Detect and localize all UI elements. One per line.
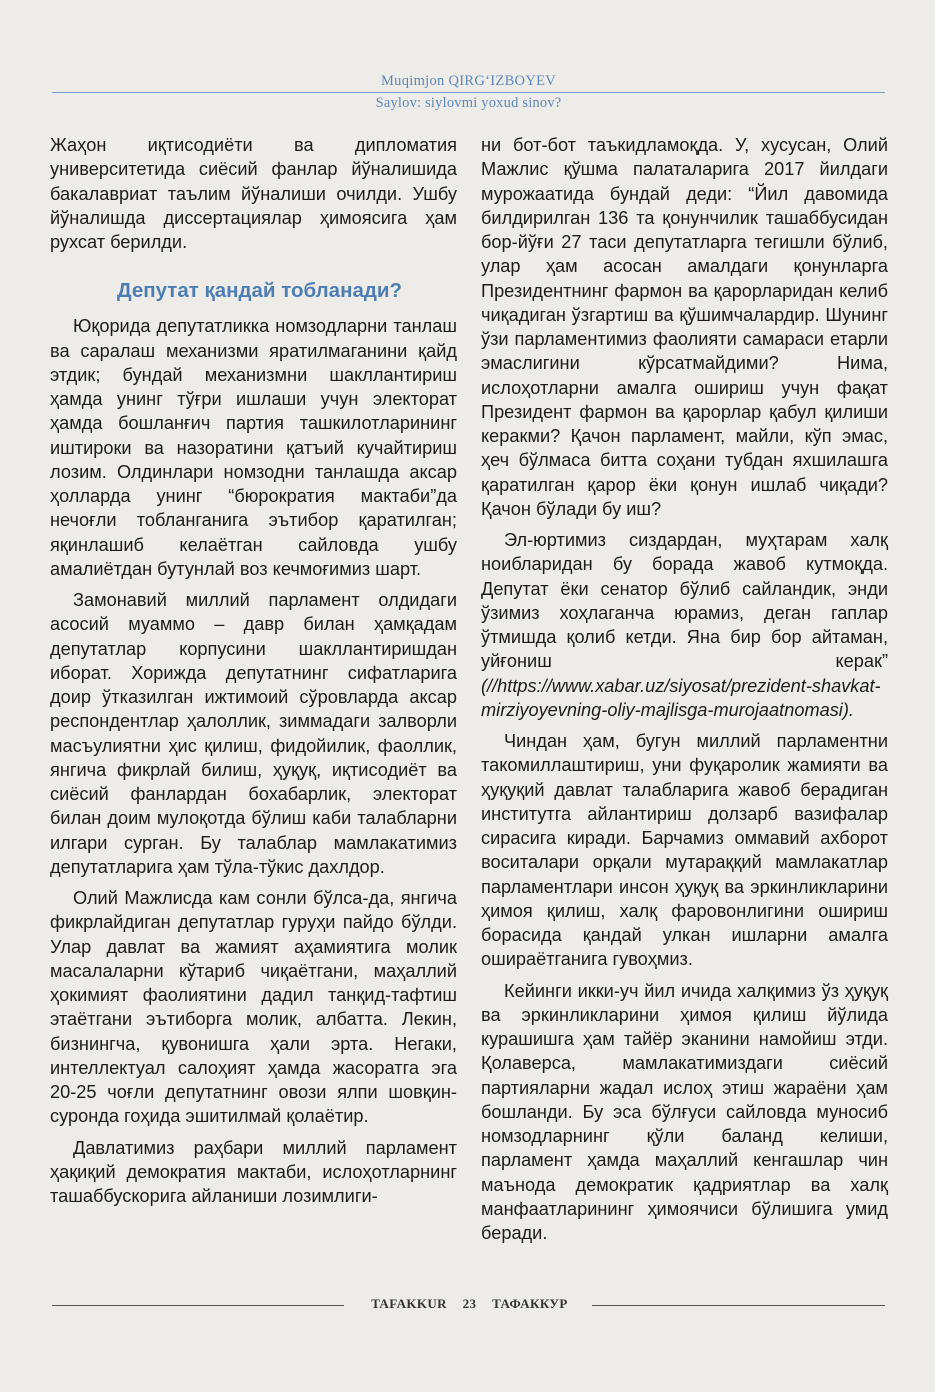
section-heading: Депутат қандай тобланади? — [116, 279, 402, 303]
paragraph-text: Эл-юртимиз сиздардан, муҳтарам халқ ноибларидан бу борада жавоб кутмоқда. Депутат ёки сенатор бўлиб сайландик, энди ўзимиз хоҳлаганча юрамиз, деган гаплар ўтмишда қолиб кетди. Яна бир бор айтаман, уйғониш керак” — [481, 530, 888, 672]
header-rule — [52, 92, 885, 93]
right-column — [481, 133, 888, 1252]
source-reference: (//https://www.xabar.uz/siyosat/prezident-shavkat-mirziyoyevning-oliy-majlisga-murojaatnomasi). — [481, 675, 881, 720]
paragraph: Чиндан ҳам, бугун миллий парламентни такомиллаштириш, уни фуқаролик жамияти ва ҳуқуқий давлат талабларига жавоб берадиган институтга айлантириш долзарб вазифалар сирасига киради. Барчамиз оммавий ахборот воситалари орқали мутараққий мамлакатлар парламентлари инсон ҳуқуқ ва эркинликларини ҳимоя қилиш, халқ фаровонлигини ошириш борасида қандай улкан ишларни амалга ошираётганига гувоҳмиз. — [481, 731, 888, 970]
paragraph: Замонавий миллий парламент олдидаги асосий муаммо – давр билан ҳамқадам депутатлар корпусини шакллантиришдан иборат. Хорижда депутатнинг сифатларига доир ўтказилган ижтимоий сўровларда аксар респондентлар ҳалоллик, зиммадаги залворли масъулиятни ҳис қилиш, фидойилик, фаоллик, янгича фикрлай билиш, ҳуқуқ, иқтисодиёт ва сиёсий фанлардан бохабарлик, электорат билан доим мулоқотда бўлиш каби талабларни илгари сурган. Бу талаблар мамлакатимиз депутатларига ҳам тўла-тўкис дахлдор. — [50, 590, 457, 877]
header-author: Muqimjon QIRG‘IZBOYEV — [380, 73, 557, 89]
header-subtitle: Saylov: siylovmi yoxud sinov? — [375, 95, 562, 111]
footer-rule-right — [592, 1305, 885, 1306]
paragraph — [481, 528, 888, 722]
footer-journal-cyrillic: ТАФАККУР — [492, 1296, 568, 1311]
footer-rule-left — [52, 1305, 344, 1306]
paragraph: Олий Мажлисда кам сонли бўлса-да, янгича фикрлайдиган депутатлар гуруҳи пайдо бўлди. Улар давлат ва жамият аҳамиятига молик масалаларни кўтариб чиқаётгани, маҳаллий ҳокимият фаолиятини дадил танқид-тафтиш этаётгани эътиборга молик, албатта. Лекин, бизнингча, қувонишга ҳали эрта. Негаки, интеллектуал салоҳият ҳамда жасоратга эга 20-25 чоғли депутатнинг овози ялпи шовқин-суронда гоҳида эшитилмай қолаётир. — [50, 888, 457, 1127]
page-number: 23 — [462, 1296, 477, 1311]
page-footer — [52, 1296, 885, 1316]
paragraph: ни бот-бот таъкидламоқда. У, хусусан, Олий Мажлис қўшма палаталарига 2017 йилдаги мурожаатида бундай деди: “Йил давомида билдирилган 136 та қонунчилик ташаббусидан бор-йўғи 27 таси депутатларга тегишли бўлиб, улар ҳам асосан амалдаги қонунларга Президентнинг фармон ва қарорларидан келиб чиқадиган ўзгартиш ва қўшимчалардир. Шунинг ўзи парламентимиз фаолияти самараси етарли эмаслигини кўрсатмайдими? Нима, ислоҳотларни амалга ошириш учун фақат Президент фармон ва қарорлар қабул қилиши керакми? Қачон парламент, майли, кўп эмас, ҳеч бўлмаса битта соҳани тубдан яхшилашга қаратилган қарор ёки қонун ишлаб чиқади? Қачон бўлади бу иш? — [481, 135, 888, 519]
footer-journal-latin: TAFAKKUR — [371, 1296, 447, 1311]
paragraph: Кейинги икки-уч йил ичида халқимиз ўз ҳуқуқ ва эркинликларини ҳимоя қилиш йўлида курашишга ҳам тайёр эканини намойиш этди. Қолаверса, мамлакатимиздаги сиёсий партияларни жадал ислоҳ этиш жараёни ҳам бошланди. Бу эса бўлғуси сайловда муносиб номзодларнинг қўли баланд келиши, парламент ҳамда маҳаллий кенгашлар чин маънода демократик қадриятлар ва халқ манфаатларининг ҳимоячиси бўлишига умид беради. — [481, 980, 888, 1243]
paragraph: Юқорида депутатликка номзодларни танлаш ва саралаш механизми яратилмаганини қайд этдик; бундай механизмни шакллантириш ҳамда унинг тўғри ишлаши учун электорат ҳамда бошланғич партия ташкилотларининг иштироки ва назоратини қатъий кучайтириш лозим. Олдинлари номзодни танлашда аксар ҳолларда унинг “бюрократия мактаби”да нечоғли тобланганига эътибор қаратилган; яқинлашиб келаётган сайловда ушбу амалиётдан бутунлай воз кечмоғимиз шарт. — [50, 316, 457, 579]
paragraph: Давлатимиз раҳбари миллий парламент ҳақиқий демократия мактаби, ислоҳотларнинг ташаббускорига айланиши лозимлиги- — [50, 1137, 457, 1206]
running-header — [52, 68, 885, 114]
left-column — [50, 133, 457, 1215]
paragraph: Жаҳон иқтисодиёти ва дипломатия университетида сиёсий фанлар йўналишида бакалавриат таълим йўналиши очилди. Ушбу йўналишда диссертациялар ҳимоясига ҳам рухсат берилди. — [50, 135, 457, 252]
footer-center — [352, 1296, 587, 1312]
